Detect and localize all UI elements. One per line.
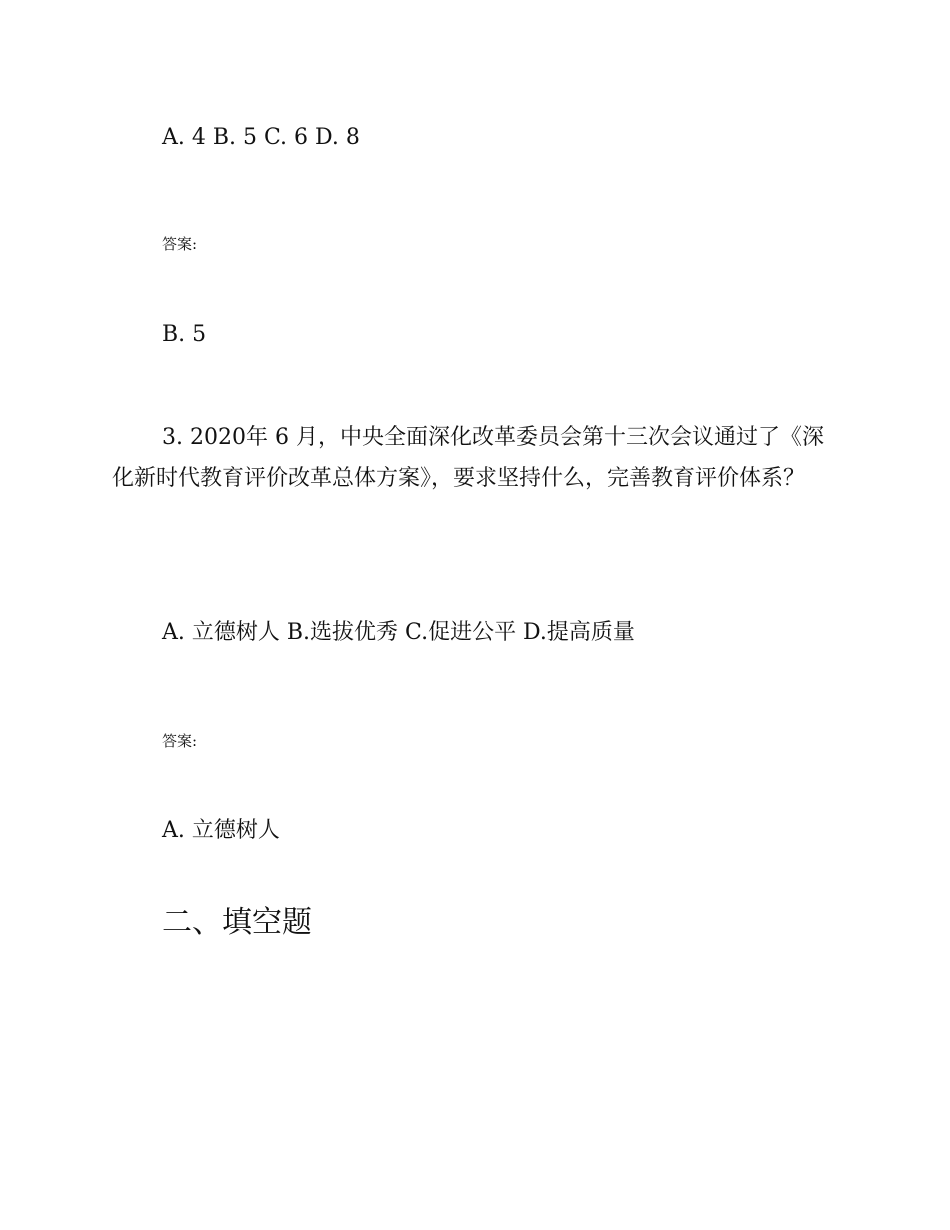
q2-answer-label: 答案:: [162, 235, 198, 253]
q3-options: A. 立德树人 B.选拔优秀 C.促进公平 D.提高质量: [162, 620, 635, 645]
section-heading: 二、填空题: [162, 905, 312, 940]
q3-answer: A. 立德树人: [162, 818, 280, 843]
q3-answer-label: 答案:: [162, 732, 198, 750]
q3-question: 3. 2020年 6 月，中央全面深化改革委员会第十三次会议通过了《深化新时代教育评价改革总体方案》，要求坚持什么，完善教育评价体系？: [112, 425, 824, 491]
q2-answer: B. 5: [162, 322, 207, 347]
q2-options: A. 4 B. 5 C. 6 D. 8: [162, 125, 360, 150]
